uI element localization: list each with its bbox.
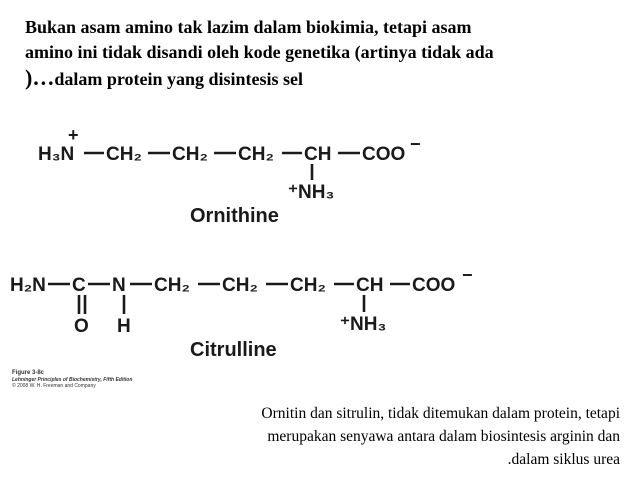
intro-paren: )… — [25, 65, 55, 90]
citrulline-nh3: ⁺NH₃ — [340, 314, 387, 335]
ornithine-ch2-3: CH₂ — [238, 144, 274, 165]
citrulline-ch2-3: CH₂ — [290, 275, 326, 296]
caption-line-3: .dalam siklus urea — [507, 451, 620, 468]
ornithine-ch: CH — [304, 144, 332, 165]
citrulline-h2n: H₂N — [10, 275, 46, 296]
figure-reference — [12, 370, 132, 389]
citrulline-structure — [10, 265, 473, 361]
ornithine-ch2-1: CH₂ — [106, 144, 142, 165]
ornithine-coo: COO — [362, 144, 406, 165]
citrulline-coo: COO — [412, 275, 456, 296]
figure-publisher: © 2008 W. H. Freeman and Company — [12, 383, 96, 389]
intro-line-2: amino ini tidak disandi oleh kode genetika (artinya tidak ada — [25, 42, 494, 62]
intro-line-1: Bukan asam amino tak lazim dalam biokimia, tetapi asam — [25, 17, 472, 37]
ornithine-ch2-2: CH₂ — [172, 144, 208, 165]
figure-book: Lehninger Principles of Biochemistry, Fifth Edition — [12, 377, 133, 383]
citrulline-ch2-2: CH₂ — [222, 275, 258, 296]
intro-line-3-text: dalam protein yang disintesis sel — [54, 69, 304, 89]
citrulline-o: O — [74, 316, 89, 337]
ornithine-structure — [38, 125, 421, 227]
citrulline-ch: CH — [356, 275, 384, 296]
ornithine-carboxyl-charge: − — [410, 134, 421, 154]
citrulline-c: C — [72, 275, 86, 296]
citrulline-carboxyl-charge: − — [462, 265, 473, 285]
citrulline-ch2-1: CH₂ — [154, 275, 190, 296]
ornithine-h3n: H₃N — [38, 144, 75, 165]
citrulline-name: Citrulline — [190, 339, 277, 361]
citrulline-n: N — [112, 275, 126, 296]
caption-line-1: Ornitin dan sitrulin, tidak ditemukan dalam protein, tetapi — [261, 405, 620, 422]
ornithine-name: Ornithine — [190, 205, 279, 227]
figure-label: Figure 3-8c — [12, 370, 45, 376]
ornithine-n-charge: + — [68, 125, 79, 145]
citrulline-h: H — [117, 316, 131, 337]
ornithine-nh3: ⁺NH₃ — [288, 182, 335, 203]
caption — [170, 402, 620, 471]
caption-line-2: merupakan senyawa antara dalam biosintesis arginin dan — [267, 428, 620, 445]
